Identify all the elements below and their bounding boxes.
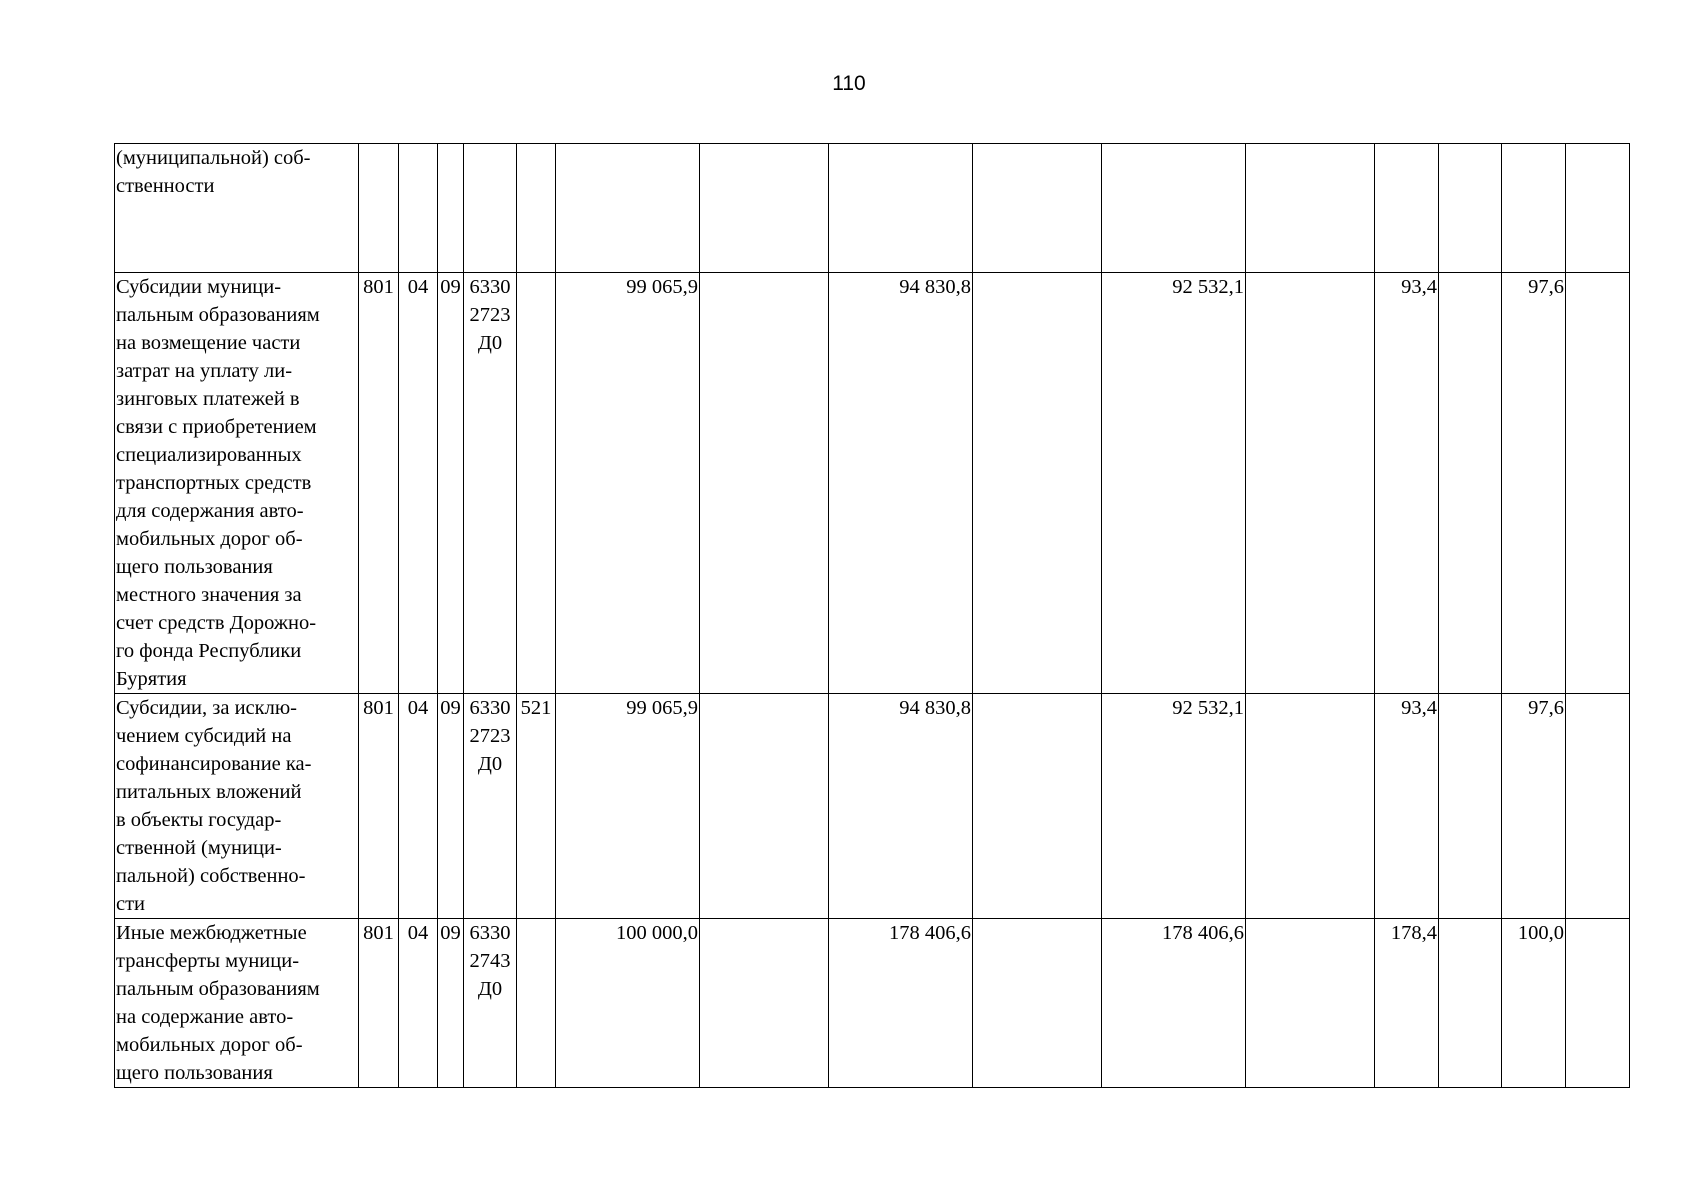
empty-cell bbox=[1566, 694, 1630, 919]
code-csr bbox=[464, 919, 517, 1088]
code-csr-line: 2723 bbox=[469, 304, 511, 326]
code-csr-line: 2743 bbox=[469, 950, 511, 972]
table-row bbox=[115, 919, 1630, 1088]
code-ved: 801 bbox=[359, 919, 399, 1088]
code-csr-line: Д0 bbox=[477, 978, 503, 1000]
value-col-5: 97,6 bbox=[1502, 273, 1566, 694]
code-pr: 09 bbox=[438, 919, 464, 1088]
row-name-line: мобильных дорог об- bbox=[116, 528, 303, 550]
value-col-2: 178 406,6 bbox=[829, 919, 973, 1088]
row-name-line: Субсидии, за исклю- bbox=[116, 697, 297, 719]
empty-cell bbox=[1439, 144, 1502, 273]
row-name-line: Иные межбюджетные bbox=[116, 922, 307, 944]
code-csr-line: 6330 bbox=[469, 697, 511, 719]
row-name-line: ственности bbox=[116, 175, 215, 197]
code-rz bbox=[399, 144, 438, 273]
code-rz: 04 bbox=[399, 919, 438, 1088]
code-csr bbox=[464, 273, 517, 694]
row-name-line: пальной) собственно- bbox=[116, 865, 306, 887]
code-vr: 521 bbox=[517, 694, 556, 919]
empty-cell bbox=[973, 694, 1102, 919]
code-csr-line: 6330 bbox=[469, 276, 511, 298]
row-name bbox=[115, 144, 359, 273]
row-name-line: питальных вложений bbox=[116, 781, 302, 803]
value-col-1: 99 065,9 bbox=[556, 273, 700, 694]
code-csr bbox=[464, 144, 517, 273]
code-pr bbox=[438, 144, 464, 273]
value-col-3: 92 532,1 bbox=[1102, 273, 1246, 694]
code-pr: 09 bbox=[438, 273, 464, 694]
value-col-5: 97,6 bbox=[1502, 694, 1566, 919]
code-ved: 801 bbox=[359, 694, 399, 919]
empty-cell bbox=[973, 273, 1102, 694]
row-name bbox=[115, 694, 359, 919]
row-name-line: зинговых платежей в bbox=[116, 388, 300, 410]
row-name-line: мобильных дорог об- bbox=[116, 1034, 303, 1056]
row-name-line: щего пользования bbox=[116, 1062, 273, 1084]
empty-cell bbox=[1439, 694, 1502, 919]
row-name-line: чением субсидий на bbox=[116, 725, 292, 747]
value-col-1 bbox=[556, 144, 700, 273]
empty-cell bbox=[1246, 144, 1375, 273]
value-col-4: 93,4 bbox=[1375, 694, 1439, 919]
table-body bbox=[115, 144, 1630, 1088]
value-col-4 bbox=[1375, 144, 1439, 273]
value-col-2: 94 830,8 bbox=[829, 694, 973, 919]
code-pr: 09 bbox=[438, 694, 464, 919]
code-rz: 04 bbox=[399, 273, 438, 694]
code-vr bbox=[517, 144, 556, 273]
value-col-5 bbox=[1502, 144, 1566, 273]
row-name-line: связи с приобретением bbox=[116, 416, 317, 438]
row-name-line: пальным образованиям bbox=[116, 978, 320, 1000]
value-col-2 bbox=[829, 144, 973, 273]
empty-cell bbox=[700, 144, 829, 273]
row-name-line: транспортных средств bbox=[116, 472, 312, 494]
empty-cell bbox=[1566, 144, 1630, 273]
empty-cell bbox=[700, 273, 829, 694]
row-name-line: (муниципальной) соб- bbox=[116, 147, 311, 169]
row-name-line: ственной (муници- bbox=[116, 837, 282, 859]
value-col-2: 94 830,8 bbox=[829, 273, 973, 694]
empty-cell bbox=[1566, 919, 1630, 1088]
row-name-line: на возмещение части bbox=[116, 332, 301, 354]
table-row bbox=[115, 694, 1630, 919]
empty-cell bbox=[1439, 273, 1502, 694]
row-name-line: Субсидии муници- bbox=[116, 276, 282, 298]
empty-cell bbox=[1246, 919, 1375, 1088]
code-rz: 04 bbox=[399, 694, 438, 919]
empty-cell bbox=[973, 144, 1102, 273]
row-name-line: Бурятия bbox=[116, 668, 187, 690]
row-name-line: счет средств Дорожно- bbox=[116, 612, 317, 634]
value-col-3: 178 406,6 bbox=[1102, 919, 1246, 1088]
code-csr bbox=[464, 694, 517, 919]
row-name-line: го фонда Республики bbox=[116, 640, 302, 662]
empty-cell bbox=[700, 919, 829, 1088]
row-name-line: сти bbox=[116, 893, 146, 915]
code-ved bbox=[359, 144, 399, 273]
row-name-line: специализированных bbox=[116, 444, 302, 466]
row-name-line: пальным образованиям bbox=[116, 304, 320, 326]
empty-cell bbox=[1246, 273, 1375, 694]
row-name-line: для содержания авто- bbox=[116, 500, 304, 522]
value-col-1: 100 000,0 bbox=[556, 919, 700, 1088]
empty-cell bbox=[973, 919, 1102, 1088]
row-name-line: щего пользования bbox=[116, 556, 273, 578]
code-ved: 801 bbox=[359, 273, 399, 694]
row-name bbox=[115, 919, 359, 1088]
table-row bbox=[115, 144, 1630, 273]
code-csr-line: Д0 bbox=[477, 753, 503, 775]
code-csr-line: 6330 bbox=[469, 922, 511, 944]
value-col-5: 100,0 bbox=[1502, 919, 1566, 1088]
value-col-3: 92 532,1 bbox=[1102, 694, 1246, 919]
value-col-3 bbox=[1102, 144, 1246, 273]
code-csr-line: Д0 bbox=[477, 332, 503, 354]
code-csr-line: 2723 bbox=[469, 725, 511, 747]
value-col-4: 93,4 bbox=[1375, 273, 1439, 694]
code-vr bbox=[517, 273, 556, 694]
value-col-4: 178,4 bbox=[1375, 919, 1439, 1088]
empty-cell bbox=[1439, 919, 1502, 1088]
row-name-line: затрат на уплату ли- bbox=[116, 360, 293, 382]
row-name bbox=[115, 273, 359, 694]
empty-cell bbox=[700, 694, 829, 919]
budget-table bbox=[114, 143, 1630, 1088]
row-name-line: в объекты государ- bbox=[116, 809, 282, 831]
row-name-line: трансферты муници- bbox=[116, 950, 300, 972]
code-vr bbox=[517, 919, 556, 1088]
table-row bbox=[115, 273, 1630, 694]
empty-cell bbox=[1566, 273, 1630, 694]
row-name-line: на содержание авто- bbox=[116, 1006, 294, 1028]
page-number: 110 bbox=[832, 72, 866, 95]
empty-cell bbox=[1246, 694, 1375, 919]
row-name-line: софинансирование ка- bbox=[116, 753, 312, 775]
value-col-1: 99 065,9 bbox=[556, 694, 700, 919]
row-name-line: местного значения за bbox=[116, 584, 302, 606]
